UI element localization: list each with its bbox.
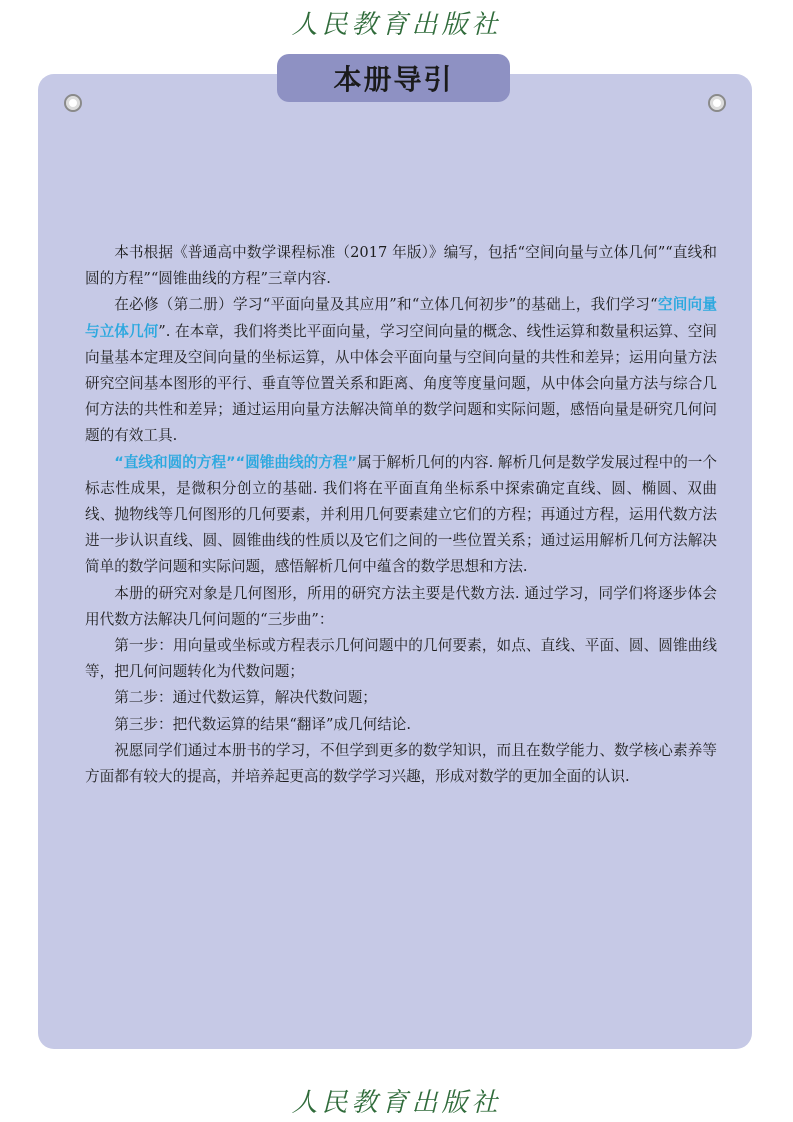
paragraph-2-pre: 在必修（第二册）学习“平面向量及其应用”和“立体几何初步”的基础上，我们学习“: [114, 296, 658, 314]
paragraph-1: 本书根据《普通高中数学课程标准（2017 年版）》编写，包括“空间向量与立体几何”“直线和圆的方程”“圆锥曲线的方程”三章内容.: [85, 244, 717, 288]
step-1: 第一步：用向量或坐标或方程表示几何问题中的几何要素，如点、直线、平面、圆、圆锥曲线等，把几何问题转化为代数问题；: [85, 637, 717, 681]
paragraph-4: 本册的研究对象是几何图形，所用的研究方法主要是代数方法. 通过学习，同学们将逐步体会用代数方法解决几何问题的“三步曲”：: [85, 584, 717, 628]
binder-hole-right-icon: [708, 94, 726, 112]
paragraph-2: [85, 292, 717, 449]
paragraph-closing: 祝愿同学们通过本册书的学习，不但学到更多的数学知识，而且在数学能力、数学核心素养等方面都有较大的提高，并培养起更高的数学学习兴趣，形成对数学的更加全面的认识.: [85, 741, 717, 786]
publisher-logo-top: 人民教育出版社: [291, 10, 502, 40]
guide-content: [85, 240, 717, 790]
paragraph-3-post: 属于解析几何的内容. 解析几何是数学发展过程中的一个标志性成果，是微积分创立的基础. 我们将在平面直角坐标系中探索确定直线、圆、椭圆、双曲线、抛物线等几何图形的几何要素，并利用几何要素建立它们的方程；再通过方程，运用代数方法进一步认识直线、圆、圆锥曲线的性质以及它们之间的一些位置关系；通过运用解析几何方法解决简单的数学问题和实际问题，感悟解析几何中蕴含的数学思想和方法.: [85, 453, 718, 576]
highlight-chapter-1: 空间向量与立体几何: [85, 296, 717, 340]
highlight-chapters-2-3: “直线和圆的方程”“圆锥曲线的方程”: [114, 453, 358, 471]
publisher-logo-bottom: 人民教育出版社: [291, 1088, 502, 1118]
paragraph-2-post: ”. 在本章，我们将类比平面向量，学习空间向量的概念、线性运算和数量积运算、空间向量基本定理及空间向量的坐标运算，从中体会平面向量与空间向量的共性和差异；运用向量方法研究空间基本图形的平行、垂直等位置关系和距离、角度等度量问题，从中体会向量方法与综合几何方法的共性和差异；通过运用向量方法解决简单的数学问题和实际问题，感悟向量是研究几何问题的有效工具.: [85, 322, 717, 445]
step-3: 第三步：把代数运算的结果“翻译”成几何结论.: [114, 715, 412, 733]
page-title: 本册导引: [277, 54, 510, 102]
binder-hole-left-icon: [64, 94, 82, 112]
paragraph-3: [85, 450, 717, 581]
step-2: 第二步：通过代数运算，解决代数问题；: [114, 689, 377, 707]
